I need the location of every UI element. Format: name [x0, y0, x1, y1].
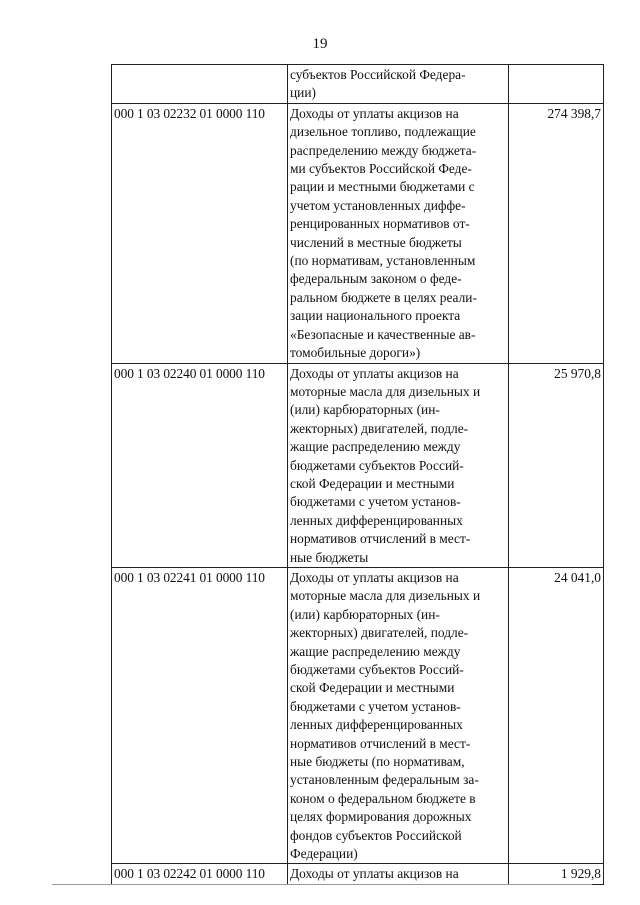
amount-cell: [509, 65, 604, 104]
text-line: установленным федеральным за-: [290, 772, 479, 788]
text-line: коном о федеральном бюджете в: [290, 790, 476, 806]
text-line: Федерации): [290, 846, 358, 862]
table-row: [112, 567, 604, 864]
text-line: бюджетами субъектов Россий-: [290, 457, 464, 473]
text-line: ные бюджеты (по нормативам,: [290, 754, 465, 770]
amount-cell: 25 970,8: [509, 363, 604, 567]
text-line: ской Федерации и местными: [290, 680, 455, 696]
page-bottom-rule: [52, 884, 592, 885]
text-line: ные бюджеты: [290, 549, 369, 565]
amount-cell: 1 929,8: [509, 864, 604, 884]
text-line: ленных дифференцированных: [290, 512, 463, 528]
text-line: моторные масла для дизельных и: [290, 588, 481, 604]
revenue-name-cell: [288, 363, 509, 567]
budget-code-cell: 000 1 03 02232 01 0000 110: [112, 103, 288, 363]
amount-cell: 24 041,0: [509, 567, 604, 864]
text-line: (или) карбюраторных (ин-: [290, 606, 440, 622]
budget-code-cell: 000 1 03 02240 01 0000 110: [112, 363, 288, 567]
text-line: федеральным законом о феде-: [290, 271, 462, 287]
table-row: [112, 363, 604, 567]
text-line: дизельное топливо, подлежащие: [290, 124, 476, 140]
table-row: [112, 864, 604, 884]
table-row: [112, 65, 604, 104]
text-line: жащие распределению между: [290, 643, 461, 659]
text-line: ской Федерации и местными: [290, 475, 455, 491]
text-line: жащие распределению между: [290, 439, 461, 455]
text-line: нормативов отчислений в мест-: [290, 735, 471, 751]
text-line: жекторных) двигателей, подле-: [290, 625, 469, 641]
budget-code-cell: 000 1 03 02242 01 0000 110: [112, 864, 288, 884]
text-line: Доходы от уплаты акцизов на: [290, 569, 459, 585]
text-line: зации национального проекта: [290, 308, 461, 324]
budget-revenue-table: [111, 64, 604, 885]
text-line: моторные масла для дизельных и: [290, 383, 481, 399]
text-line: ренцированных нормативов от-: [290, 216, 470, 232]
amount-cell: 274 398,7: [509, 103, 604, 363]
text-line: целях формирования дорожных: [290, 809, 472, 825]
text-line: ленных дифференцированных: [290, 717, 463, 733]
budget-code-cell: [112, 65, 288, 104]
text-line: ральном бюджете в целях реали-: [290, 289, 477, 305]
text-line: Доходы от уплаты акцизов на: [290, 105, 459, 121]
revenue-name-cell: [288, 567, 509, 864]
text-line: Доходы от уплаты акцизов на: [290, 866, 459, 882]
text-line: жекторных) двигателей, подле-: [290, 420, 469, 436]
text-line: Доходы от уплаты акцизов на: [290, 365, 459, 381]
text-line: распределению между бюджета-: [290, 142, 477, 158]
text-line: бюджетами с учетом установ-: [290, 698, 461, 714]
text-line: числений в местные бюджеты: [290, 234, 462, 250]
text-line: ми субъектов Российской Феде-: [290, 161, 472, 177]
text-line: (по нормативам, установленным: [290, 253, 476, 269]
text-line: учетом установленных диффе-: [290, 197, 466, 213]
text-line: томобильные дороги»): [290, 345, 421, 361]
budget-code-cell: 000 1 03 02241 01 0000 110: [112, 567, 288, 864]
text-line: бюджетами с учетом установ-: [290, 494, 461, 510]
revenue-name-cell: [288, 103, 509, 363]
text-line: бюджетами субъектов Россий-: [290, 662, 464, 677]
revenue-name-cell: [288, 864, 509, 884]
table-row: [112, 103, 604, 363]
text-line: нормативов отчислений в мест-: [290, 531, 471, 547]
text-line: (или) карбюраторных (ин-: [290, 402, 440, 418]
revenue-name-cell: [288, 65, 509, 104]
text-line: субъектов Российской Федера-: [290, 67, 466, 82]
text-line: фондов субъектов Российской: [290, 827, 462, 843]
text-line: рации и местными бюджетами с: [290, 179, 475, 195]
page-number: 19: [312, 36, 328, 52]
text-line: «Безопасные и качественные ав-: [290, 326, 476, 342]
text-line: ции): [290, 85, 316, 101]
